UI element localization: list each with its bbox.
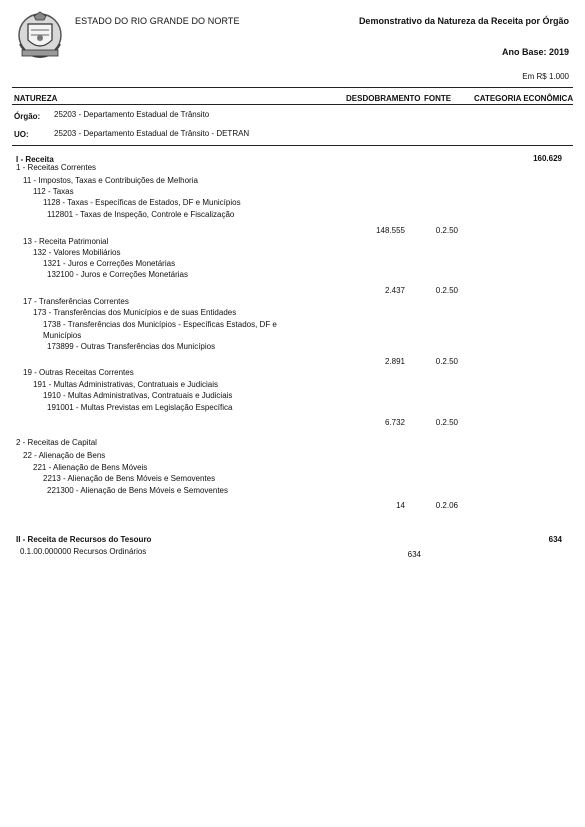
- list-item: 191001 - Multas Previstas em Legislação Específica: [47, 403, 233, 412]
- desdobramento-value: 6.732: [384, 418, 405, 427]
- header-bottom-rule: [12, 104, 573, 105]
- list-item: 1738 - Transferências dos Municípios - Específicas Estados, DF e: [43, 320, 277, 329]
- desdobramento-value: 2.437: [384, 286, 405, 295]
- list-item: 13 - Receita Patrimonial: [23, 237, 109, 246]
- list-item: 11 - Impostos, Taxas e Contribuições de Melhoria: [23, 176, 198, 185]
- section-rule: [12, 145, 573, 146]
- list-item: 17 - Transferências Correntes: [23, 297, 129, 306]
- state-name: ESTADO DO RIO GRANDE DO NORTE: [75, 16, 240, 26]
- list-item: 221300 - Alienação de Bens Móveis e Semoventes: [47, 486, 229, 495]
- list-item: 132 - Valores Mobiliários: [33, 248, 121, 257]
- section-receita-title: I - Receita: [16, 155, 54, 164]
- uo-value: 25203 - Departamento Estadual de Trânsito - DETRAN: [54, 129, 250, 138]
- list-item: 1 - Receitas Correntes: [16, 163, 97, 172]
- section-receita-total: 160.629: [533, 154, 562, 163]
- base-year: Ano Base: 2019: [501, 47, 569, 57]
- fonte-value: 0.2.06: [435, 501, 458, 510]
- list-item: 173899 - Outras Transferências dos Municípios: [47, 342, 216, 351]
- column-fonte: FONTE: [424, 94, 452, 103]
- list-item: 22 - Alienação de Bens: [23, 451, 106, 460]
- list-item: Municípios: [43, 331, 82, 340]
- list-item: 0.1.00.000000 Recursos Ordinários: [20, 547, 147, 556]
- fonte-value: 0.2.50: [435, 286, 458, 295]
- state-coat-of-arms: [14, 10, 66, 62]
- column-desdobramento: DESDOBRAMENTO: [346, 94, 421, 103]
- list-item: 2 - Receitas de Capital: [16, 438, 97, 447]
- uo-label: UO:: [14, 130, 29, 139]
- fonte-value: 0.2.50: [435, 357, 458, 366]
- column-natureza: NATUREZA: [14, 94, 58, 103]
- fonte-value: 0.2.50: [435, 418, 458, 427]
- list-item: 191 - Multas Administrativas, Contratuais e Judiciais: [33, 380, 218, 389]
- list-item: 112 - Taxas: [33, 187, 74, 196]
- list-item: 112801 - Taxas de Inspeção, Controle e Fiscalização: [47, 210, 235, 219]
- list-item: 173 - Transferências dos Municípios e de suas Entidades: [33, 308, 237, 317]
- desdobramento-value: 2.891: [384, 357, 405, 366]
- column-categoria: CATEGORIA ECONÔMICA: [474, 94, 574, 103]
- desdobramento-value: 14: [396, 501, 405, 510]
- currency-unit: Em R$ 1.000: [522, 72, 569, 81]
- orgao-label: Órgão:: [14, 112, 41, 121]
- fonte-value: 0.2.50: [435, 226, 458, 235]
- list-item: 2213 - Alienação de Bens Móveis e Semoventes: [43, 474, 216, 483]
- list-item: 221 - Alienação de Bens Móveis: [33, 463, 148, 472]
- desdobramento-value: 148.555: [376, 226, 405, 235]
- list-item: 132100 - Juros e Correções Monetárias: [47, 270, 188, 279]
- list-item: 1128 - Taxas - Específicas de Estados, DF e Municípios: [43, 198, 241, 207]
- list-item: 19 - Outras Receitas Correntes: [23, 368, 134, 377]
- list-item: 1321 - Juros e Correções Monetárias: [43, 259, 176, 268]
- list-item: 1910 - Multas Administrativas, Contratuais e Judiciais: [43, 391, 233, 400]
- section-tesouro-title: II - Receita de Recursos do Tesouro: [16, 535, 152, 544]
- report-title: Demonstrativo da Natureza da Receita por Órgão: [358, 16, 569, 26]
- desdobramento-value: 634: [407, 550, 421, 559]
- orgao-value: 25203 - Departamento Estadual de Trânsito: [54, 110, 210, 119]
- section-tesouro-total: 634: [548, 535, 562, 544]
- header-top-rule: [12, 87, 573, 88]
